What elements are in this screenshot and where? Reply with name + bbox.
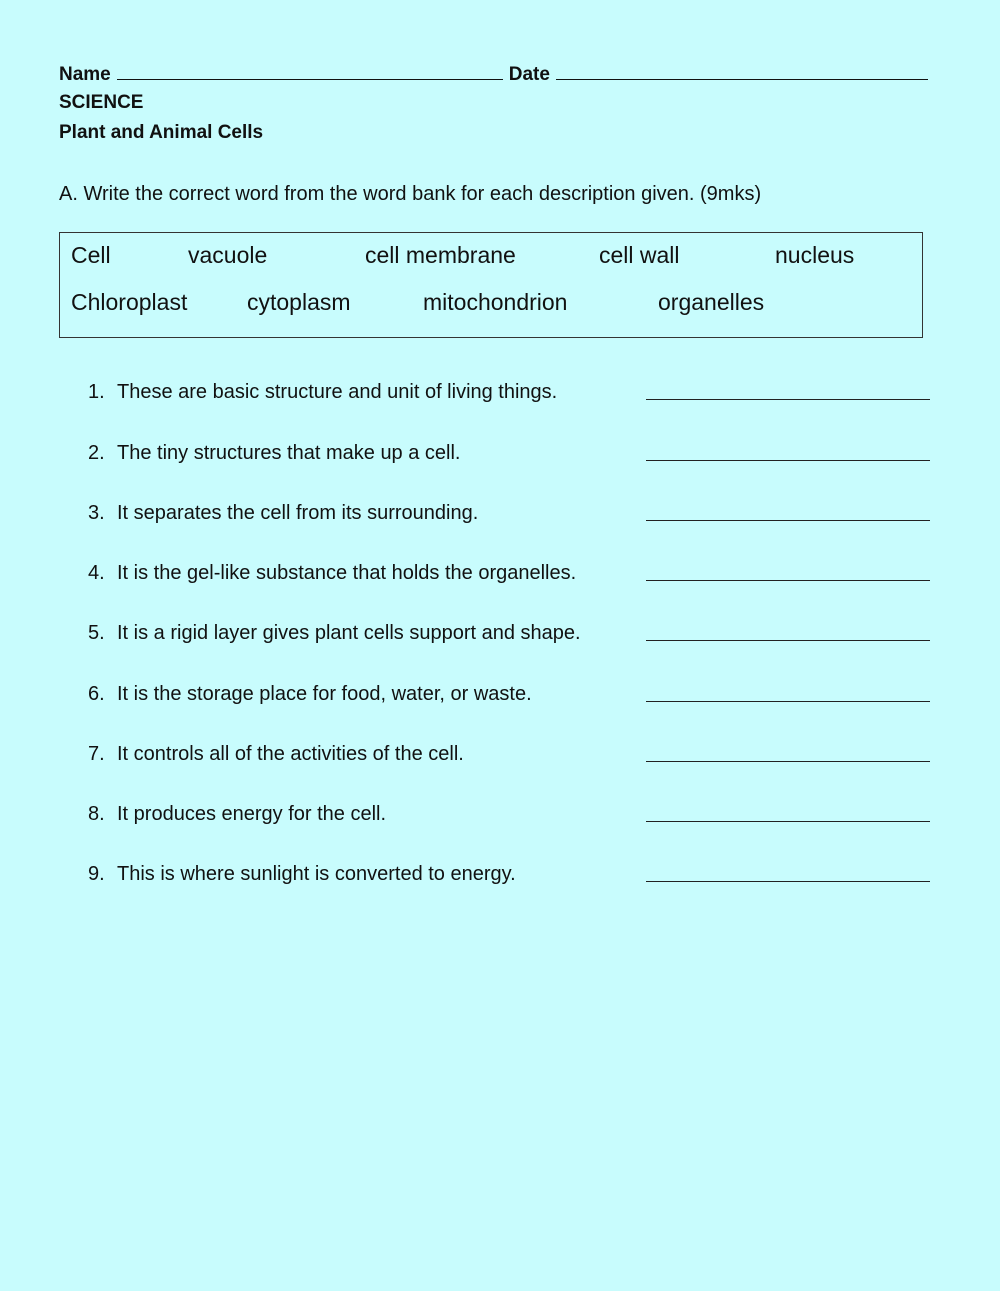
question-number: 6.	[88, 683, 105, 705]
instruction-text: A. Write the correct word from the word bank for each description given. (9mks)	[59, 183, 762, 205]
word-bank-item: vacuole	[188, 242, 268, 268]
date-field[interactable]	[556, 61, 928, 80]
name-field[interactable]	[117, 61, 503, 80]
question-item	[88, 741, 930, 769]
topic-heading: Plant and Animal Cells	[59, 122, 264, 143]
question-number: 9.	[88, 863, 105, 885]
question-text: It produces energy for the cell.	[117, 803, 387, 825]
question-text: It separates the cell from its surrounding.	[117, 502, 479, 524]
question-text: This is where sunlight is converted to energy.	[117, 863, 516, 885]
answer-blank[interactable]	[646, 640, 930, 641]
answer-blank[interactable]	[646, 580, 930, 581]
answer-blank[interactable]	[646, 881, 930, 882]
question-item	[88, 379, 930, 407]
word-bank-item: Cell	[71, 242, 111, 268]
question-number: 3.	[88, 502, 105, 524]
answer-blank[interactable]	[646, 399, 930, 400]
question-text: It controls all of the activities of the cell.	[117, 743, 464, 765]
answer-blank[interactable]	[646, 821, 930, 822]
word-bank-item: mitochondrion	[423, 289, 568, 315]
name-date-row	[59, 61, 928, 87]
question-text: It is the gel-like substance that holds the organelles.	[117, 562, 577, 584]
word-bank-item: cytoplasm	[247, 289, 351, 315]
question-number: 5.	[88, 622, 105, 644]
question-text: It is the storage place for food, water, or waste.	[117, 683, 532, 705]
answer-blank[interactable]	[646, 460, 930, 461]
question-item	[88, 560, 930, 588]
question-item	[88, 801, 930, 829]
word-bank-item: organelles	[658, 289, 765, 315]
word-bank-item: cell wall	[599, 242, 680, 268]
question-number: 1.	[88, 381, 105, 403]
subject-heading: SCIENCE	[59, 92, 144, 113]
word-bank	[59, 232, 923, 338]
question-text: These are basic structure and unit of living things.	[117, 381, 558, 403]
word-bank-item: cell membrane	[365, 242, 516, 268]
question-item	[88, 681, 930, 709]
date-label: Date	[508, 64, 550, 85]
question-item	[88, 861, 930, 889]
question-text: It is a rigid layer gives plant cells support and shape.	[117, 622, 581, 644]
question-item	[88, 500, 930, 528]
question-item	[88, 620, 930, 648]
question-text: The tiny structures that make up a cell.	[117, 442, 461, 464]
question-number: 8.	[88, 803, 105, 825]
word-bank-item: nucleus	[775, 242, 855, 268]
word-bank-item: Chloroplast	[71, 289, 188, 315]
question-number: 2.	[88, 442, 105, 464]
answer-blank[interactable]	[646, 761, 930, 762]
question-number: 4.	[88, 562, 105, 584]
question-item	[88, 440, 930, 468]
name-label: Name	[59, 64, 111, 85]
answer-blank[interactable]	[646, 701, 930, 702]
answer-blank[interactable]	[646, 520, 930, 521]
question-number: 7.	[88, 743, 105, 765]
